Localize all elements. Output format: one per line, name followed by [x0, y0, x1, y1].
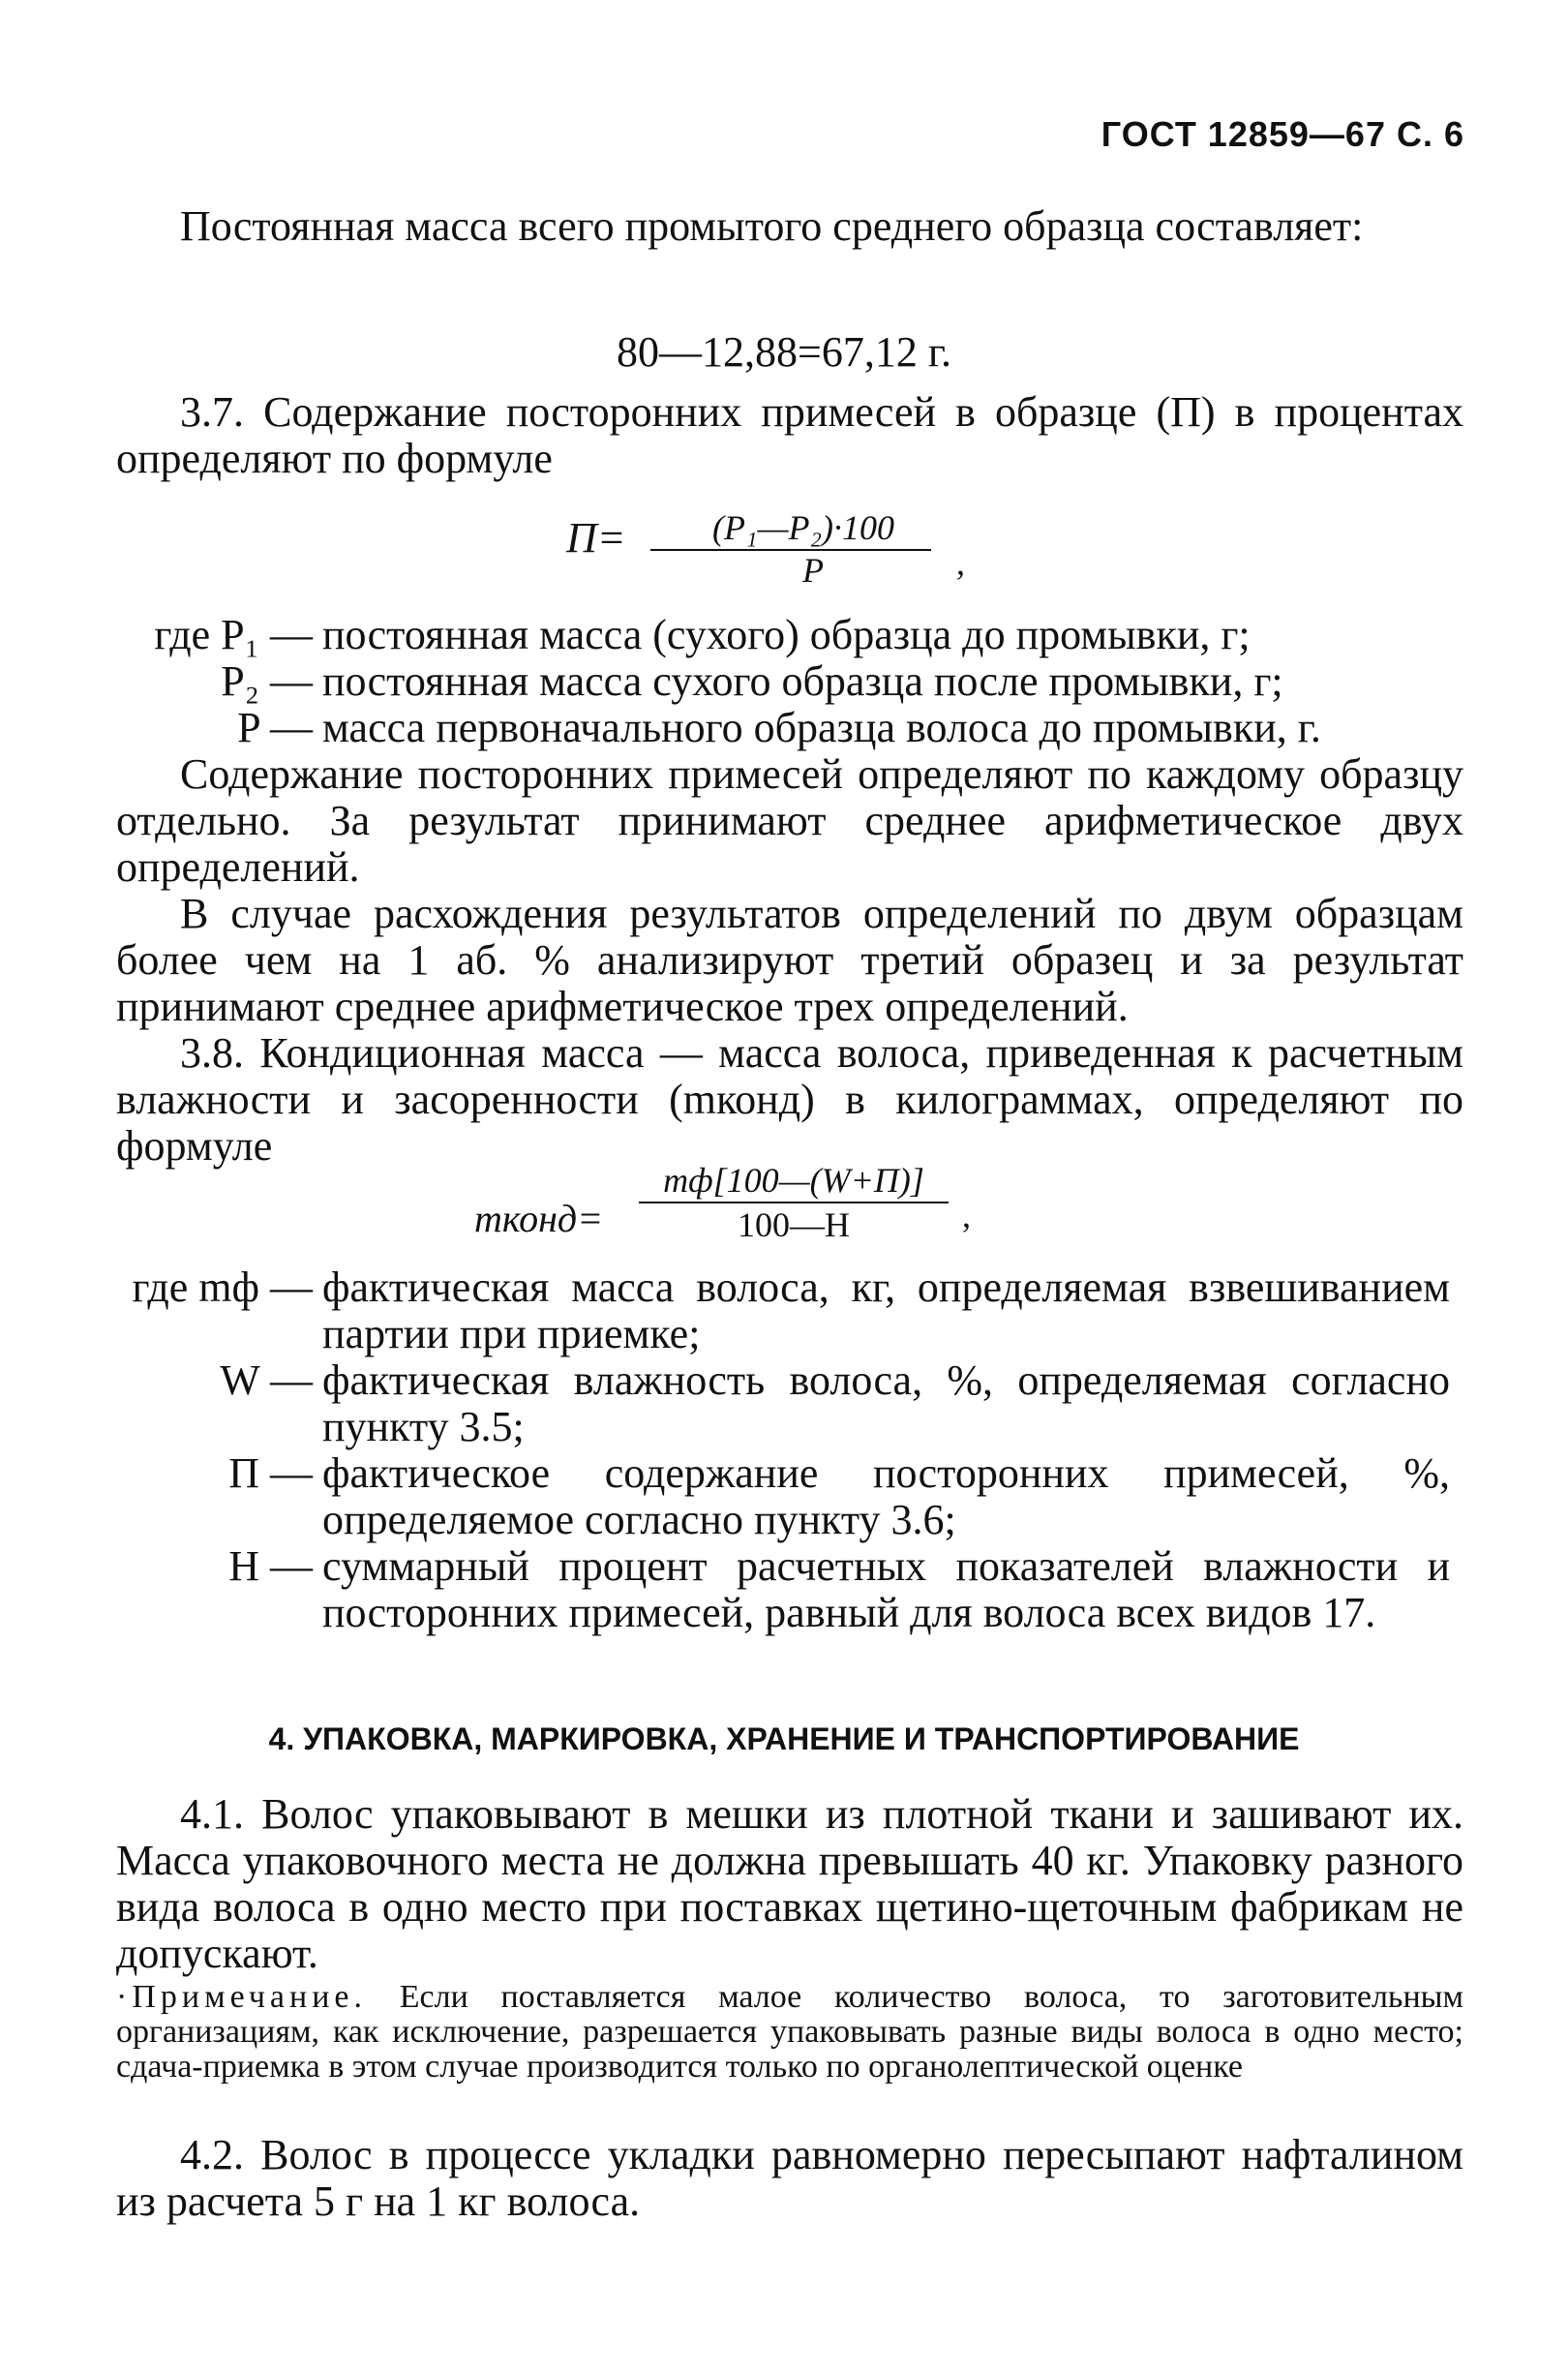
section-4-2-paragraph: 4.2. Волос в процессе укладки равномерно пересыпают нафталином из расчета 5 г на 1 кг волоса.: [116, 2131, 1463, 2225]
formula-m-numerator: mф[100—(W+П)]: [663, 1161, 924, 1200]
formula-p-denominator: P: [802, 551, 824, 590]
note-text: Если поставляется малое количество волоса, то заготовительным организациям, как исключение, разрешается упаковывать разные виды волоса в одно место; сдача-приемка в этом случае производится только по органолептической оценке: [116, 1979, 1463, 2085]
formula-m-fraction-bar: [639, 1202, 949, 1203]
intro-paragraph: Постоянная масса всего промытого среднего образца составляет:: [180, 202, 1364, 250]
intro-equation: 80—12,88=67,12 г.: [617, 328, 951, 376]
page-header: ГОСТ 12859—67 С. 6: [1101, 114, 1464, 154]
def-pi-text: фактическое содержание посторонних примесей, %, определяемое согласно пункту 3.6;: [322, 1449, 1450, 1543]
def-p-lead: P —: [237, 704, 313, 751]
def-h-lead: H —: [228, 1542, 313, 1590]
section-3-7-paragraph: 3.7. Содержание посторонних примесей в образце (П) в процентах определяют по формуле: [116, 388, 1463, 482]
def-w-text: фактическая влажность волоса, %, определяемая согласно пункту 3.5;: [322, 1356, 1450, 1450]
formula-p-trail: ,: [956, 543, 965, 582]
def-p2-lead: P₂ —: [221, 657, 313, 705]
paragraph-separate-samples: Содержание посторонних примесей определяют по каждому образцу отдельно. За результат принимают среднее арифметическое двух определений.: [116, 750, 1463, 891]
def-p1-text: постоянная масса (сухого) образца до промывки, г;: [322, 611, 1251, 658]
formula-p-numerator: (P₁—P₂)·100: [712, 508, 894, 547]
def-mf-text: фактическая масса волоса, кг, определяемая взвешиванием партии при приемке;: [322, 1264, 1450, 1357]
def-p2-text: постоянная масса сухого образца после промывки, г;: [322, 657, 1283, 705]
formula-m-trail: ,: [962, 1196, 971, 1234]
note: [116, 1980, 1463, 2085]
def-pi-lead: П —: [228, 1449, 313, 1497]
formula-m-denominator: 100—H: [738, 1205, 850, 1244]
section-3-8-paragraph: 3.8. Кондиционная масса — масса волоса, приведенная к расчетным влажности и засоренности (mконд) в килограммах, определяют по формуле: [116, 1029, 1463, 1170]
def-p-text: масса первоначального образца волоса до промывки, г.: [322, 704, 1321, 751]
def-w-lead: W —: [220, 1356, 313, 1404]
def-h-text: суммарный процент расчетных показателей влажности и посторонних примесей, равный для волоса всех видов 17.: [322, 1542, 1450, 1636]
def-p1-lead: где P₁ —: [154, 611, 313, 658]
def-mf-lead: где mф —: [132, 1264, 313, 1311]
note-label: ·Примечание.: [116, 1979, 368, 2015]
formula-m-lhs: mконд=: [474, 1197, 604, 1240]
paragraph-discrepancy: В случае расхождения результатов определений по двум образцам более чем на 1 аб. % анализируют третий образец и за результат принимают среднее арифметическое трех определений.: [116, 890, 1463, 1030]
section-4-1-paragraph: 4.1. Волос упаковывают в мешки из плотной ткани и зашивают их. Масса упаковочного места не должна превышать 40 кг. Упаковку разного вида волоса в одно место при поставках щетино-щеточным фабрикам не допускают.: [116, 1790, 1463, 1977]
section-4-title: 4. УПАКОВКА, МАРКИРОВКА, ХРАНЕНИЕ И ТРАНСПОРТИРОВАНИЕ: [268, 1721, 1300, 1756]
formula-p-lhs: П=: [566, 514, 626, 562]
